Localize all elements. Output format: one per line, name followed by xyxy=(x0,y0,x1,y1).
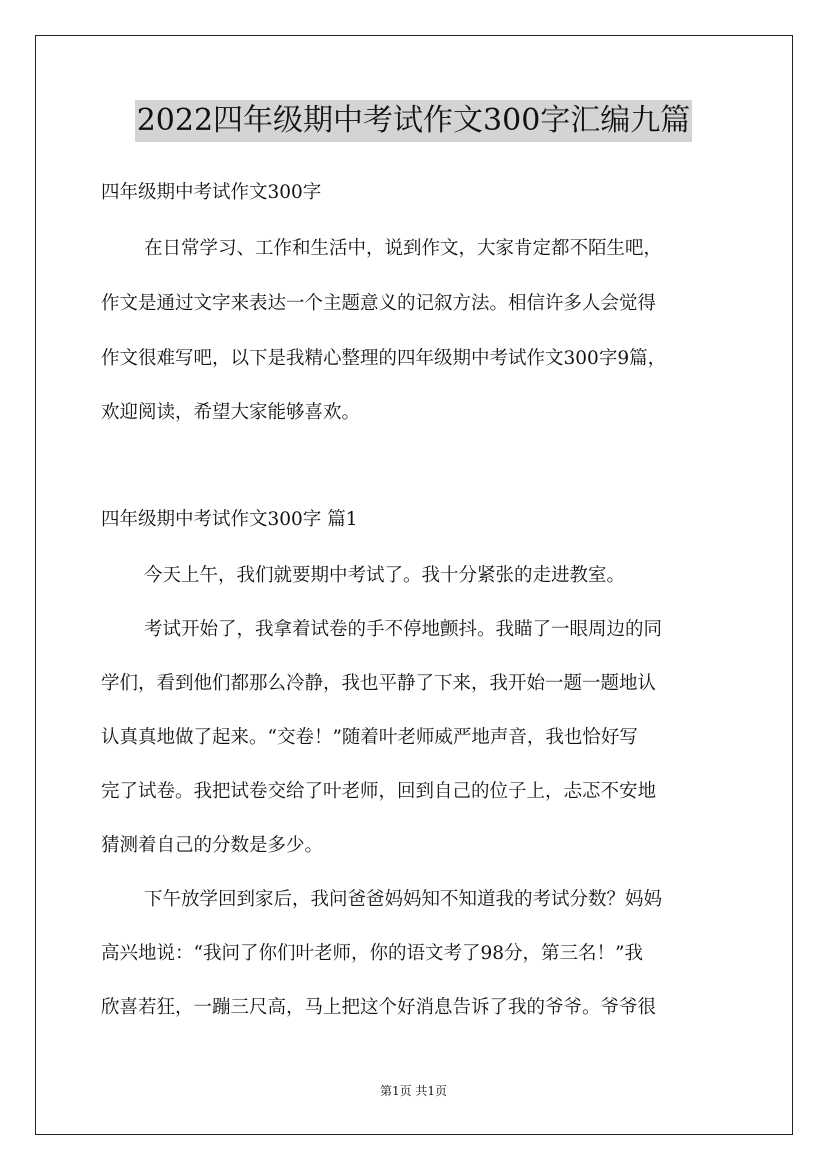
intro-line: 作文很难写吧，以下是我精心整理的四年级期中考试作文300字9篇， xyxy=(101,348,667,369)
paragraph-line: 完了试卷。我把试卷交给了叶老师，回到自己的位子上，忐忑不安地 xyxy=(101,781,657,802)
paragraph-line: 欣喜若狂，一蹦三尺高，马上把这个好消息告诉了我的爷爷。爷爷很 xyxy=(101,997,657,1018)
intro-line: 在日常学习、工作和生活中，说到作文，大家肯定都不陌生吧， xyxy=(144,238,663,259)
paragraph-line: 认真真地做了起来。“交卷！”随着叶老师威严地声音，我也恰好写 xyxy=(101,727,638,748)
intro-heading: 四年级期中考试作文300字 xyxy=(101,182,322,203)
intro-line: 欢迎阅读，希望大家能够喜欢。 xyxy=(101,402,361,423)
intro-line: 作文是通过文字来表达一个主题意义的记叙方法。相信许多人会觉得 xyxy=(101,293,657,314)
document-title xyxy=(0,100,827,142)
paragraph-line: 高兴地说：“我问了你们叶老师，你的语文考了98分，第三名！”我 xyxy=(101,943,643,964)
article-heading: 四年级期中考试作文300字 篇1 xyxy=(101,509,358,530)
paragraph-line: 猜测着自己的分数是多少。 xyxy=(101,835,324,856)
paragraph-line: 考试开始了，我拿着试卷的手不停地颤抖。我瞄了一眼周边的同 xyxy=(144,619,663,640)
document-title-text: 2022四年级期中考试作文300字汇编九篇 xyxy=(135,100,693,142)
paragraph-line: 下午放学回到家后，我问爸爸妈妈知不知道我的考试分数？妈妈 xyxy=(144,889,663,910)
page-number: 第1页 共1页 xyxy=(379,1084,448,1098)
paragraph-line: 学们，看到他们都那么冷静，我也平静了下来，我开始一题一题地认 xyxy=(101,673,657,694)
paragraph-line: 今天上午，我们就要期中考试了。我十分紧张的走进教室。 xyxy=(144,565,626,586)
